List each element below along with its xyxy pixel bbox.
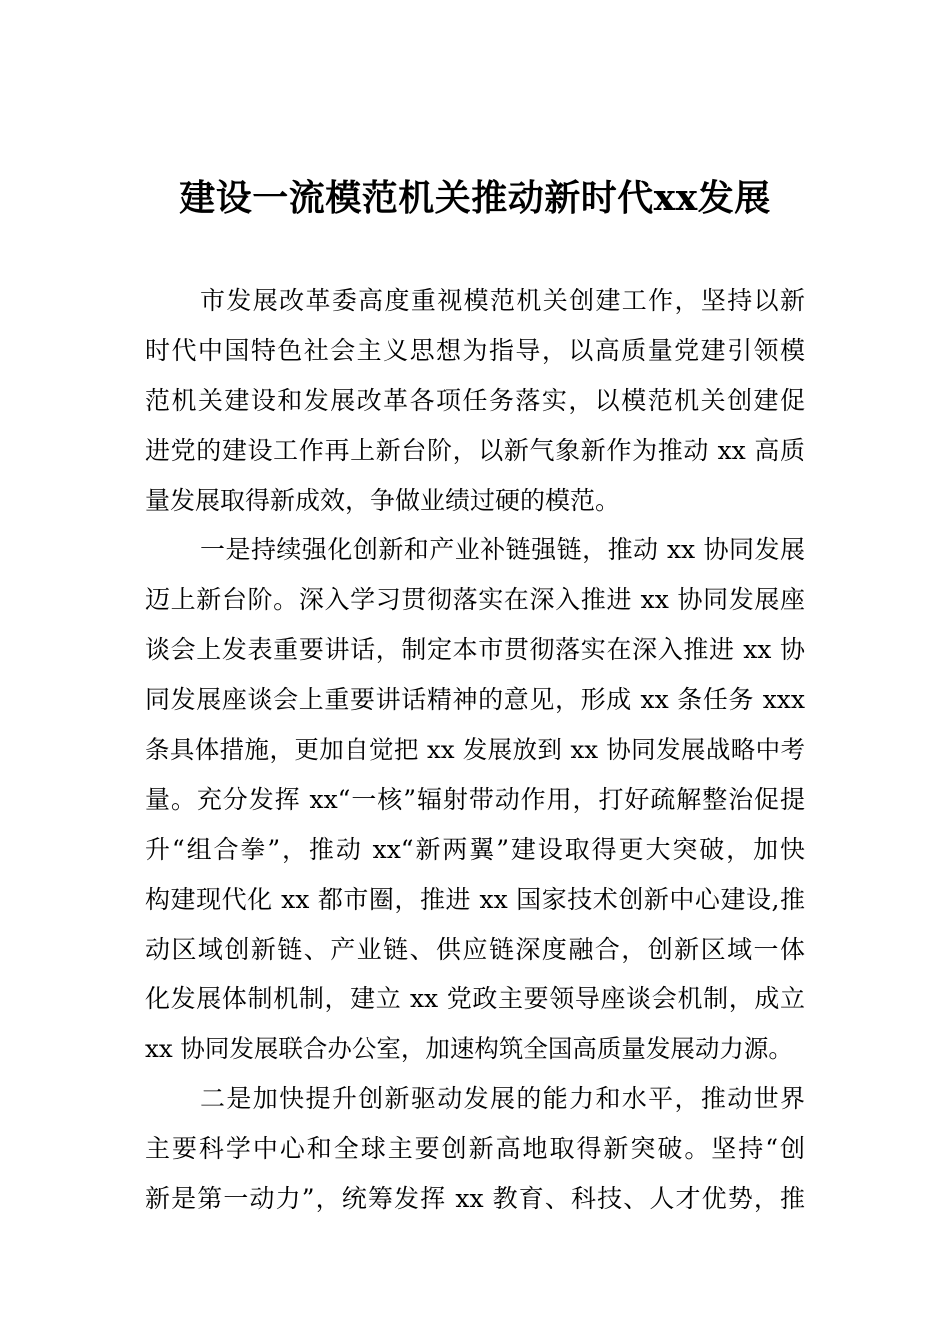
text-line: 市发展改革委高度重视模范机关创建工作，坚持以新 bbox=[200, 286, 805, 315]
text-line: 构建现代化 xx 都市圈，推进 xx 国家技术创新中心建设,推 bbox=[145, 884, 805, 914]
text-line: 新是第一动力”，统筹发挥 xx 教育、科技、人才优势，推 bbox=[145, 1184, 805, 1214]
text-line: xx 协同发展联合办公室，加速构筑全国高质量发展动力源。 bbox=[145, 1034, 793, 1064]
text-line: 动区域创新链、产业链、供应链深度融合，创新区域一体 bbox=[145, 934, 805, 964]
paragraph-point-one bbox=[145, 525, 805, 1074]
text-line: 化发展体制机制，建立 xx 党政主要领导座谈会机制，成立 bbox=[145, 984, 805, 1014]
text-line: 谈会上发表重要讲话，制定本市贯彻落实在深入推进 xx 协 bbox=[145, 635, 805, 665]
text-line: 条具体措施，更加自觉把 xx 发展放到 xx 协同发展战略中考 bbox=[145, 735, 805, 765]
text-line: 同发展座谈会上重要讲话精神的意见，形成 xx 条任务 xxx bbox=[145, 685, 805, 715]
text-line: 时代中国特色社会主义思想为指导，以高质量党建引领模 bbox=[145, 335, 805, 365]
paragraph-point-two bbox=[145, 1074, 805, 1224]
text-line: 一是持续强化创新和产业补链强链，推动 xx 协同发展 bbox=[200, 535, 805, 565]
text-line: 二是加快提升创新驱动发展的能力和水平，推动世界 bbox=[200, 1084, 805, 1114]
text-line: 量发展取得新成效，争做业绩过硬的模范。 bbox=[145, 485, 621, 515]
text-line: 升“组合拳”，推动 xx“新两翼”建设取得更大突破，加快 bbox=[145, 834, 805, 864]
text-line: 主要科学中心和全球主要创新高地取得新突破。坚持“创 bbox=[145, 1134, 805, 1164]
text-line: 迈上新台阶。深入学习贯彻落实在深入推进 xx 协同发展座 bbox=[145, 585, 805, 615]
paragraph-intro bbox=[145, 276, 805, 525]
document-title: 建设一流模范机关推动新时代xx发展 bbox=[179, 177, 771, 219]
text-line: 范机关建设和发展改革各项任务落实，以模范机关创建促 bbox=[145, 385, 805, 415]
text-line: 进党的建设工作再上新台阶，以新气象新作为推动 xx 高质 bbox=[145, 435, 805, 465]
text-line: 量。充分发挥 xx“一核”辐射带动作用，打好疏解整治促提 bbox=[145, 784, 805, 814]
document-body bbox=[145, 276, 805, 1224]
